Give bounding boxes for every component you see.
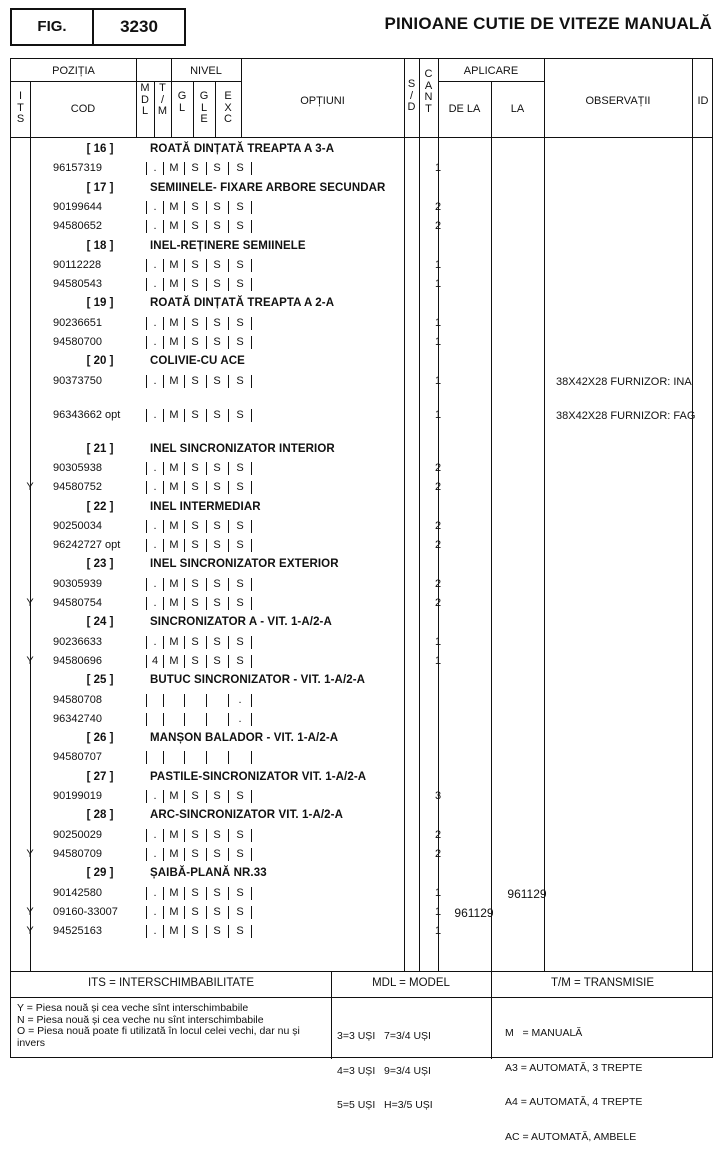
mdl-cell: . [153, 336, 157, 348]
section-title: COLIVIE-CU ACE [150, 355, 245, 368]
quantity-cell: 1 [434, 408, 442, 421]
section-heading [10, 729, 713, 748]
section-title: BUTUC SINCRONIZATOR - VIT. 1-A/2-A [150, 674, 366, 687]
table-row [10, 333, 713, 352]
gle-cell: S [213, 654, 221, 667]
to-date-cell: 961129 [507, 886, 547, 901]
quantity-cell: 2 [434, 539, 442, 552]
gl-cell: S [191, 481, 199, 494]
gle-cell: S [213, 905, 221, 918]
section-heading [10, 294, 713, 313]
table-row [10, 826, 713, 845]
exc-cell: S [236, 374, 244, 387]
section-heading [10, 498, 713, 517]
legend-its-line: O = Piesa nouă poate fi utilizată în locul celei vechi, dar nu și invers [17, 1025, 300, 1049]
table-row [10, 256, 713, 275]
mdl-cell: . [153, 886, 157, 899]
table-row [10, 710, 713, 729]
section-heading [10, 237, 713, 256]
mdl-cell: . [153, 481, 157, 494]
table-row [10, 275, 713, 294]
part-code: 96242727 opt [53, 539, 121, 552]
gle-cell: S [213, 200, 221, 213]
exc-cell: S [236, 408, 244, 421]
page-title: PINIOANE CUTIE DE VITEZE MANUALĂ [384, 14, 712, 33]
part-code: 94580700 [53, 336, 102, 348]
observation-cell: 38X42X28 FURNIZOR: INA [556, 375, 692, 388]
section-title: INEL SINCRONIZATOR EXTERIOR [150, 558, 339, 571]
gl-cell: S [191, 577, 199, 590]
mdl-cell: . [153, 790, 157, 802]
quantity-cell: 1 [434, 905, 442, 918]
gl-cell: S [191, 408, 199, 421]
section-heading [10, 864, 713, 883]
tm-cell: M [169, 886, 179, 899]
section-number: [ 21 ] [86, 442, 114, 455]
part-code: 94580708 [53, 693, 102, 706]
exc-cell: S [236, 200, 244, 213]
section-heading [10, 140, 713, 159]
tm-cell: M [169, 539, 179, 552]
table-row [10, 903, 713, 922]
table-row [10, 652, 713, 671]
legend-its-line: Y = Piesa nouă și cea veche sînt interschimbabile [17, 1002, 249, 1014]
part-code: 90199019 [53, 790, 102, 802]
section-heading [10, 768, 713, 787]
part-code: 96343662 opt [53, 408, 121, 421]
table-row [10, 159, 713, 178]
mdl-cell: . [153, 220, 157, 233]
table-row [10, 884, 713, 903]
tm-cell: M [169, 162, 179, 175]
exc-cell: S [236, 925, 244, 938]
figure-box [10, 8, 186, 46]
gle-cell: S [213, 886, 221, 899]
table-row [10, 845, 713, 864]
observation-cell: 38X42X28 FURNIZOR: FAG [556, 409, 696, 422]
section-number: [ 22 ] [86, 500, 114, 513]
quantity-cell: 2 [434, 577, 442, 590]
quantity-cell: 2 [434, 220, 442, 233]
quantity-cell: 2 [434, 200, 442, 213]
mdl-cell: . [153, 539, 157, 552]
gle-cell: S [213, 790, 221, 802]
gl-cell: S [191, 258, 199, 271]
legend-tm-list [505, 1005, 642, 1166]
section-title: SEMIINELE- FIXARE ARBORE SECUNDAR [150, 181, 386, 194]
tm-cell: M [169, 597, 179, 609]
section-heading [10, 440, 713, 459]
tm-cell: M [169, 905, 179, 918]
mdl-cell: . [153, 828, 157, 841]
part-code: 94580696 [53, 654, 102, 667]
exc-cell: S [236, 654, 244, 667]
section-title: INEL-REȚINERE SEMIINELE [150, 239, 306, 252]
gle-cell: S [213, 577, 221, 590]
mdl-cell: . [153, 408, 157, 421]
quantity-cell: 1 [434, 258, 442, 271]
section-title: ARC-SINCRONIZATOR VIT. 1-A/2-A [150, 809, 343, 822]
exc-cell: S [236, 461, 244, 474]
tm-cell: M [169, 635, 179, 648]
section-number: [ 26 ] [86, 732, 114, 745]
mdl-cell: . [153, 905, 157, 918]
exc-cell: S [236, 258, 244, 271]
gl-cell: S [191, 597, 199, 609]
its-cell: Y [26, 654, 34, 667]
part-code: 90142580 [53, 886, 102, 899]
gl-cell: S [191, 519, 199, 532]
gl-cell: S [191, 635, 199, 648]
section-number: [ 18 ] [86, 239, 114, 252]
header-pozitia: POZIȚIA [52, 65, 95, 77]
exc-cell: S [236, 635, 244, 648]
part-code: 90250034 [53, 519, 102, 532]
tm-cell: M [169, 461, 179, 474]
mdl-cell: . [153, 278, 157, 291]
table-row [10, 575, 713, 594]
gl-cell: S [191, 925, 199, 938]
gl-cell: S [191, 374, 199, 387]
table-row [10, 633, 713, 652]
part-code: 96342740 [53, 712, 102, 725]
tm-cell: M [169, 790, 179, 802]
header-la: LA [510, 103, 525, 115]
header-mdl: M D L [140, 82, 150, 117]
mdl-cell: . [153, 519, 157, 532]
header-sd: S / D [407, 78, 416, 113]
section-heading [10, 179, 713, 198]
gl-cell: S [191, 905, 199, 918]
from-date-cell: 961129 [454, 905, 494, 920]
quantity-cell: 2 [434, 519, 442, 532]
legend-its-line: N = Piesa nouă și cea veche nu sînt interschimbabile [17, 1013, 264, 1026]
quantity-cell: 1 [434, 635, 442, 648]
exc-cell: S [236, 886, 244, 899]
table-row [10, 459, 713, 478]
section-title: PASTILE-SINCRONIZATOR VIT. 1-A/2-A [150, 770, 367, 783]
quantity-cell: 1 [434, 886, 442, 899]
gle-cell: S [213, 597, 221, 609]
tm-cell: M [169, 828, 179, 841]
quantity-cell: 2 [434, 481, 442, 494]
legend-tm-line: M = MANUALĂ [505, 1027, 583, 1039]
tm-cell: M [169, 258, 179, 271]
section-number: [ 23 ] [86, 558, 114, 571]
header-exc: E X C [224, 90, 232, 125]
tm-cell: M [169, 336, 179, 348]
part-code: 90199644 [53, 200, 102, 213]
quantity-cell: 2 [434, 597, 442, 609]
exc-cell: . [238, 712, 242, 725]
part-code: 90250029 [53, 828, 102, 841]
legend-tm-line: AC = AUTOMATĂ, AMBELE [505, 1130, 637, 1143]
part-code: 09160-33007 [53, 905, 118, 918]
exc-cell: S [236, 220, 244, 233]
part-code: 94580754 [53, 597, 102, 609]
part-code: 94580652 [53, 220, 102, 233]
section-heading [10, 555, 713, 574]
section-number: [ 25 ] [86, 674, 114, 687]
exc-cell: S [236, 519, 244, 532]
part-code: 90236633 [53, 635, 102, 648]
quantity-cell: 1 [434, 162, 442, 175]
exc-cell: S [236, 790, 244, 802]
section-heading [10, 613, 713, 632]
header-gle: G L E [199, 90, 209, 125]
tm-cell: M [169, 374, 179, 387]
section-title: INEL SINCRONIZATOR INTERIOR [150, 442, 335, 455]
legend-its-list [17, 1003, 327, 1049]
part-code: 90236651 [53, 316, 102, 329]
section-title: ȘAIBĂ-PLANĂ NR.33 [150, 867, 267, 880]
header-nivel: NIVEL [190, 65, 222, 77]
gle-cell: S [213, 481, 221, 494]
tm-cell: M [169, 481, 179, 494]
its-cell: Y [26, 597, 34, 609]
exc-cell: S [236, 577, 244, 590]
legend-tm-head: T/M = TRANSMISIE [551, 977, 654, 989]
tm-cell: M [169, 519, 179, 532]
exc-cell: S [236, 905, 244, 918]
parts-rows [10, 138, 713, 968]
part-code: 94580543 [53, 278, 102, 291]
mdl-cell: . [153, 374, 157, 387]
table-row [10, 372, 713, 391]
tm-cell: M [169, 316, 179, 329]
gl-cell: S [191, 316, 199, 329]
figure-label: FIG. [37, 18, 67, 35]
gle-cell: S [213, 162, 221, 175]
part-code: 90305939 [53, 577, 102, 590]
section-title: SINCRONIZATOR A - VIT. 1-A/2-A [150, 616, 332, 629]
quantity-cell: 1 [434, 654, 442, 667]
its-cell: Y [26, 481, 34, 494]
tm-cell: M [169, 200, 179, 213]
gle-cell: S [213, 408, 221, 421]
gle-cell: S [213, 316, 221, 329]
table-row [10, 922, 713, 941]
section-title: ROATĂ DINȚATĂ TREAPTA A 3-A [150, 143, 335, 155]
tm-cell: M [169, 220, 179, 233]
exc-cell: S [236, 336, 244, 348]
exc-cell: S [236, 278, 244, 291]
gle-cell: S [213, 336, 221, 348]
header-optiuni: OPȚIUNI [300, 95, 345, 107]
section-heading [10, 806, 713, 825]
mdl-cell: . [153, 847, 157, 860]
gle-cell: S [213, 847, 221, 860]
section-number: [ 29 ] [86, 867, 114, 880]
part-code: 94525163 [53, 925, 102, 938]
legend-mdl-line: 3=3 UȘI 7=3/4 UȘI [337, 1030, 431, 1042]
gle-cell: S [213, 374, 221, 387]
table-row [10, 691, 713, 710]
exc-cell: . [238, 693, 242, 706]
gl-cell: S [191, 461, 199, 474]
table-row [10, 517, 713, 536]
header-aplicare: APLICARE [463, 65, 519, 77]
header-gl: G L [177, 90, 187, 114]
tm-cell: M [169, 278, 179, 291]
mdl-cell: . [153, 461, 157, 474]
gle-cell: S [213, 539, 221, 552]
section-heading [10, 352, 713, 371]
exc-cell: S [236, 481, 244, 494]
gle-cell: S [213, 461, 221, 474]
exc-cell: S [236, 828, 244, 841]
its-cell: Y [26, 925, 34, 938]
section-number: [ 16 ] [86, 143, 114, 155]
tm-cell: M [169, 654, 179, 667]
part-code: 90373750 [53, 374, 102, 387]
part-code: 94580707 [53, 751, 102, 764]
part-code: 94580709 [53, 847, 102, 860]
gl-cell: S [191, 654, 199, 667]
legend-mdl-line: 4=3 UȘI 9=3/4 UȘI [337, 1064, 431, 1077]
mdl-cell: . [153, 635, 157, 648]
legend-mdl-line: 5=5 UȘI H=3/5 UȘI [337, 1099, 433, 1111]
mdl-cell: . [153, 577, 157, 590]
part-code: 90112228 [53, 258, 102, 271]
section-number: [ 17 ] [86, 181, 114, 194]
section-number: [ 20 ] [86, 355, 114, 368]
header-id: ID [697, 95, 709, 107]
header-cod: COD [70, 103, 96, 115]
table-row [10, 314, 713, 333]
exc-cell: S [236, 316, 244, 329]
section-heading [10, 671, 713, 690]
gle-cell: S [213, 278, 221, 291]
gl-cell: S [191, 200, 199, 213]
legend-mdl-head: MDL = MODEL [372, 977, 450, 989]
quantity-cell: 3 [434, 790, 442, 802]
section-number: [ 27 ] [86, 770, 114, 783]
quantity-cell: 2 [434, 847, 442, 860]
mdl-cell: . [153, 597, 157, 609]
gle-cell: S [213, 635, 221, 648]
gle-cell: S [213, 258, 221, 271]
gl-cell: S [191, 828, 199, 841]
part-code: 94580752 [53, 481, 102, 494]
gle-cell: S [213, 828, 221, 841]
mdl-cell: . [153, 200, 157, 213]
section-number: [ 28 ] [86, 809, 114, 822]
gl-cell: S [191, 220, 199, 233]
quantity-cell: 1 [434, 336, 442, 348]
gl-cell: S [191, 278, 199, 291]
quantity-cell: 1 [434, 316, 442, 329]
quantity-cell: 1 [434, 278, 442, 291]
header-tm: T / M [157, 82, 168, 117]
legend-tm-line: A3 = AUTOMATĂ, 3 TREPTE [505, 1061, 643, 1074]
header-de-la: DE LA [448, 103, 481, 115]
tm-cell: M [169, 925, 179, 938]
mdl-cell: . [153, 258, 157, 271]
tm-cell: M [169, 577, 179, 590]
part-code: 96157319 [53, 162, 102, 175]
table-row [10, 198, 713, 217]
header-cant: C A N T [424, 68, 433, 115]
section-title: INEL INTERMEDIAR [150, 500, 261, 513]
table-row [10, 748, 713, 767]
mdl-cell: 4 [151, 654, 159, 667]
exc-cell: S [236, 597, 244, 609]
gl-cell: S [191, 539, 199, 552]
section-title: MANȘON BALADOR - VIT. 1-A/2-A [150, 732, 339, 745]
its-cell: Y [26, 847, 34, 860]
table-row [10, 787, 713, 806]
gl-cell: S [191, 790, 199, 802]
header-observatii: OBSERVAȚII [585, 95, 651, 107]
gle-cell: S [213, 220, 221, 233]
legend-mdl-list [337, 1008, 433, 1135]
table-row [10, 594, 713, 613]
table-row [10, 406, 713, 425]
table-row [10, 536, 713, 555]
tm-cell: M [169, 847, 179, 860]
gl-cell: S [191, 886, 199, 899]
gl-cell: S [191, 162, 199, 175]
header-its: I T S [16, 90, 25, 125]
part-code: 90305938 [53, 461, 102, 474]
mdl-cell: . [153, 925, 157, 938]
table-row [10, 478, 713, 497]
table-row [10, 217, 713, 236]
mdl-cell: . [153, 316, 157, 329]
quantity-cell: 2 [434, 828, 442, 841]
section-title: ROATĂ DINȚATĂ TREAPTA A 2-A [150, 297, 335, 310]
tm-cell: M [169, 408, 179, 421]
quantity-cell: 1 [434, 374, 442, 387]
section-number: [ 24 ] [86, 616, 114, 629]
gl-cell: S [191, 847, 199, 860]
its-cell: Y [26, 905, 34, 918]
section-number: [ 19 ] [86, 297, 114, 310]
gle-cell: S [213, 519, 221, 532]
figure-number: 3230 [120, 17, 158, 36]
mdl-cell: . [153, 162, 157, 175]
legend-tm-line: A4 = AUTOMATĂ, 4 TREPTE [505, 1096, 643, 1108]
exc-cell: S [236, 162, 244, 175]
legend-its-head: ITS = INTERSCHIMBABILITATE [87, 977, 255, 989]
exc-cell: S [236, 539, 244, 552]
gl-cell: S [191, 336, 199, 348]
quantity-cell: 2 [434, 461, 442, 474]
gle-cell: S [213, 925, 221, 938]
quantity-cell: 1 [434, 925, 442, 938]
exc-cell: S [236, 847, 244, 860]
